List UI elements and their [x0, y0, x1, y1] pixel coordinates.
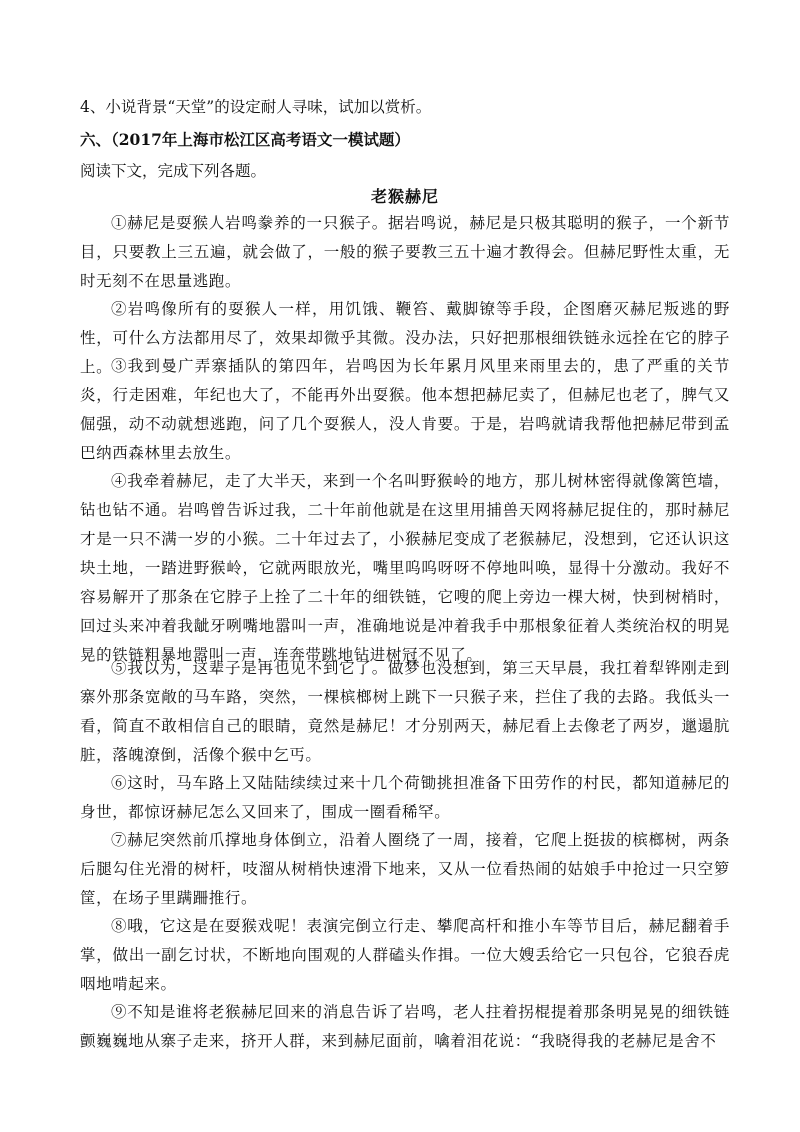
- paragraph-7: ⑦赫尼突然前爪撑地身体倒立，沿着人圈绕了一周，接着，它爬上挺拔的槟榔树，两条后腿勾住光滑的树杆，吱溜从树梢快速滑下地来，又从一位看热闹的姑娘手中抢过一只空箩筐，在场子里蹒跚推行。: [80, 831, 730, 907]
- paragraph-3: ③我到曼广弄寨插队的第四年，岩鸣因为长年累月风里来雨里去的，患了严重的关节炎，行走困难，年纪也大了，不能再外出耍猴。他本想把赫尼卖了，但赫尼也老了，脾气又倔强，动不动就想逃跑，问了几个耍猴人，没人肯要。于是，岩鸣就请我帮他把赫尼带到孟巴纳西森林里去放生。: [80, 357, 730, 462]
- question-4: 4、小说背景“天堂”的设定耐人寻味，试加以赏析。: [80, 98, 432, 116]
- reading-instruction: 阅读下文，完成下列各题。: [80, 162, 267, 180]
- paragraph-8: ⑧哦，它这是在耍猴戏呢！表演完倒立行走、攀爬高杆和推小车等节目后，赫尼翻着手掌，做出一副乞讨状，不断地向围观的人群磕头作揖。一位大嫂丢给它一只包谷，它狼吞虎咽地啃起来。: [80, 917, 730, 993]
- paragraph-2: ②岩鸣像所有的耍猴人一样，用饥饿、鞭笞、戴脚镣等手段，企图磨灭赫尼叛逃的野性，可什么方法都用尽了，效果却微乎其微。没办法，只好把那根细铁链永远拴在它的脖子上。: [80, 300, 730, 376]
- paragraph-6: ⑥这时，马车路上又陆陆续续过来十几个荷锄挑担准备下田劳作的村民，都知道赫尼的身世，都惊讶赫尼怎么又回来了，围成一圈看稀罕。: [80, 774, 730, 821]
- paragraph-1: ①赫尼是耍猴人岩鸣豢养的一只猴子。据岩鸣说，赫尼是只极其聪明的猴子，一个新节目，只要教上三五遍，就会做了，一般的猴子要教三五十遍才教得会。但赫尼野性太重，无时无刻不在思量逃跑。: [80, 214, 730, 290]
- paragraph-5: ⑤我以为，这辈子是再也见不到它了。做梦也没想到，第三天早晨，我扛着犁铧刚走到寨外那条宽敞的马车路，突然，一棵槟榔树上跳下一只猴子来，拦住了我的去路。我低头一看，简直不敢相信自己的眼睛，竟然是赫尼！才分别两天，赫尼看上去像老了两岁，邋遢肮脏，落魄潦倒，活像个猴中乞丐。: [80, 659, 730, 764]
- paragraph-9: ⑨不知是谁将老猴赫尼回来的消息告诉了岩鸣，老人拄着拐棍提着那条明晃晃的细铁链颤巍巍地从寨子走来，挤开人群，来到赫尼面前，噙着泪花说：“我晓得我的老赫尼是舍不: [80, 1003, 730, 1050]
- story-title: 老猴赫尼: [370, 187, 439, 206]
- paragraph-4: ④我牵着赫尼，走了大半天，来到一个名叫野猴岭的地方，那儿树林密得就像篱笆墙，钻也钻不通。岩鸣曾告诉过我，二十年前他就是在这里用捕兽天网将赫尼捉住的，那时赫尼才是一只不满一岁的小猴。二十年过去了，小猴赫尼变成了老猴赫尼，没想到，它还认识这块土地，一踏进野猴岭，它就两眼放光，嘴里呜呜呀呀不停地叫唤，显得十分激动。我好不容易解开了那条在它脖子上拴了二十年的细铁链，它嗖的爬上旁边一棵大树，快到树梢时，回过头来冲着我龇牙咧嘴地嚣叫一声，准确地说是冲着我手中那根象征着人类统治权的明晃晃的铁链粗暴地嚣叫一声，连奔带跳地钻进树冠不见了。: [80, 472, 730, 664]
- section-heading: 六、（2017年上海市松江区高考语文一模试题）: [80, 130, 410, 149]
